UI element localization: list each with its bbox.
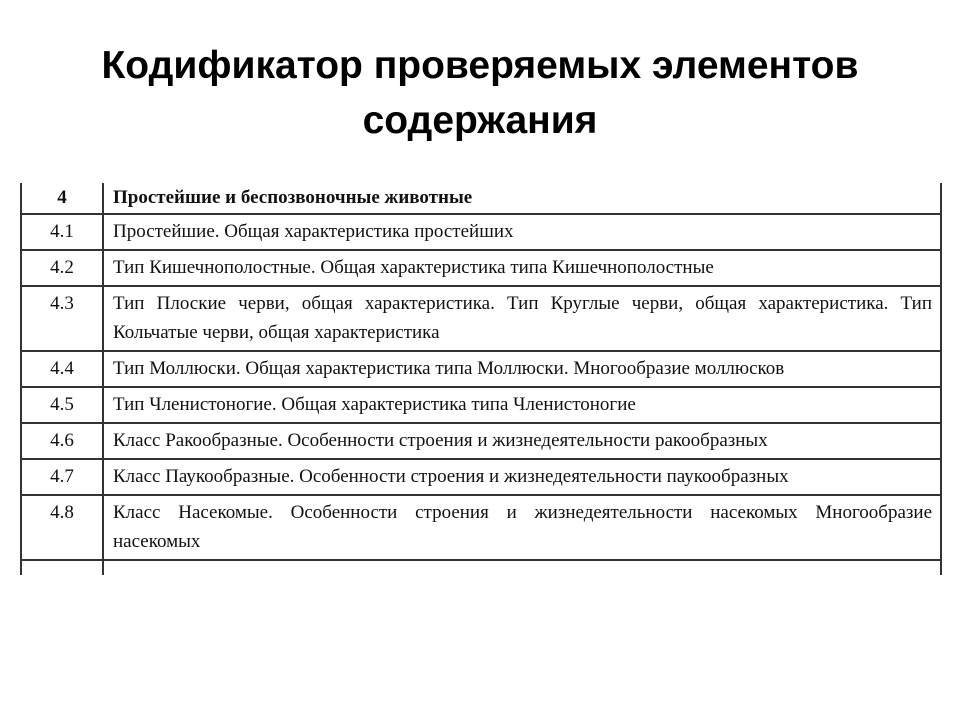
element-code-cell: 4.5 bbox=[21, 387, 103, 423]
element-description-cell: Класс Насекомые. Особенности строения и жизнедеятельности насекомых Многообразие насекомых bbox=[103, 495, 941, 560]
table-row bbox=[21, 495, 941, 560]
trailing-text-cell bbox=[103, 560, 941, 575]
element-description-cell: Тип Кишечнополостные. Общая характеристика типа Кишечнополостные bbox=[103, 250, 941, 286]
element-code-cell: 4.3 bbox=[21, 286, 103, 351]
element-code-cell: 4.4 bbox=[21, 351, 103, 387]
element-code-cell: 4.1 bbox=[21, 214, 103, 250]
element-description-cell: Тип Моллюски. Общая характеристика типа Моллюски. Многообразие моллюсков bbox=[103, 351, 941, 387]
table-row bbox=[21, 250, 941, 286]
element-description-cell: Простейшие. Общая характеристика простейших bbox=[103, 214, 941, 250]
slide-title: Кодификатор проверяемых элементов содержания bbox=[101, 44, 859, 142]
codifier-table bbox=[20, 183, 942, 575]
element-code-cell: 4.6 bbox=[21, 423, 103, 459]
table-row bbox=[21, 286, 941, 351]
table-section-header-row bbox=[21, 183, 941, 214]
table-row bbox=[21, 423, 941, 459]
element-description-cell: Класс Паукообразные. Особенности строения и жизнедеятельности паукообразных bbox=[103, 459, 941, 495]
table-trailing-row bbox=[21, 560, 941, 575]
section-code-cell: 4 bbox=[21, 183, 103, 214]
element-description-cell: Тип Членистоногие. Общая характеристика типа Членистоногие bbox=[103, 387, 941, 423]
element-code-cell: 4.2 bbox=[21, 250, 103, 286]
section-title-cell: Простейшие и беспозвоночные животные bbox=[103, 183, 941, 214]
element-code-cell: 4.7 bbox=[21, 459, 103, 495]
table-row bbox=[21, 459, 941, 495]
element-code-cell: 4.8 bbox=[21, 495, 103, 560]
table-row bbox=[21, 214, 941, 250]
codifier-table-container bbox=[20, 183, 942, 552]
trailing-code-cell bbox=[21, 560, 103, 575]
table-row bbox=[21, 387, 941, 423]
element-description-cell: Класс Ракообразные. Особенности строения и жизнедеятельности ракообразных bbox=[103, 423, 941, 459]
element-description-cell: Тип Плоские черви, общая характеристика. Тип Круглые черви, общая характеристика. Тип Кольчатые черви, общая характеристика bbox=[103, 286, 941, 351]
table-row bbox=[21, 351, 941, 387]
